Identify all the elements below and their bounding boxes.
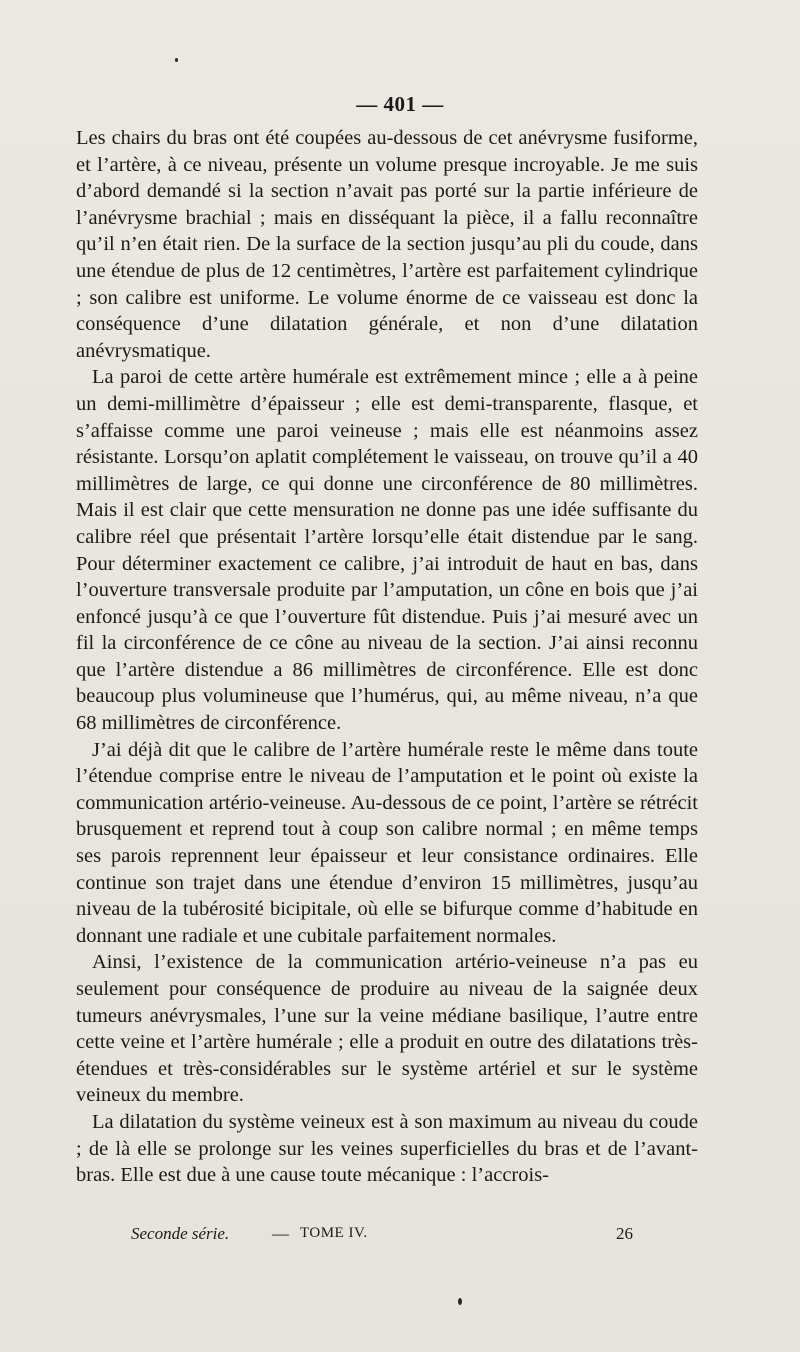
footer-series: Seconde série. bbox=[131, 1224, 230, 1243]
ink-speck bbox=[175, 58, 178, 62]
page-number: — 401 — bbox=[356, 92, 444, 116]
body-text bbox=[76, 125, 698, 1189]
paragraph-1: Les chairs du bras ont été coupées au-dessous de cet anévrysme fusiforme, et l’artère, à ce niveau, présente un volume presque incroyable. Je me suis d’abord demandé si la section n’avait pas porté sur la partie inférieure de l’anévrysme brachial ; mais en disséquant la pièce, il a fallu reconnaître qu’il n’en était rien. De la surface de la section jusqu’au pli du coude, dans une étendue de plus de 12 centimètres, l’artère est parfaitement cylindrique ; son calibre est uniforme. Le volume énorme de ce vaisseau est donc la conséquence d’une dilatation générale, et non d’une dilatation anévrysmatique. bbox=[76, 127, 698, 362]
page-footer bbox=[0, 1224, 800, 1252]
footer-sheet-number: 26 bbox=[616, 1224, 633, 1243]
ink-speck bbox=[458, 1298, 462, 1305]
paragraph-3: J’ai déjà dit que le calibre de l’artère humérale reste le même dans toute l’étendue comprise entre le niveau de l’amputation et le point où existe la communication artério-veineuse. Au-dessous de ce point, l’artère se rétrécit brusquement et reprend tout à coup son calibre normal ; en même temps ses parois reprennent leur épaisseur et leur consistance ordinaires. Elle continue son trajet dans une étendue d’environ 15 millimètres, jusqu’au niveau de la tubérosité bicipitale, où elle se bifurque comme d’habitude en donnant une radiale et une cubitale parfaitement normales. bbox=[76, 738, 698, 947]
paragraph-4: Ainsi, l’existence de la communication artério-veineuse n’a pas eu seulement pour conséquence de produire au niveau de la saignée deux tumeurs anévrysmales, l’une sur la veine médiane basilique, l’autre entre cette veine et l’artère humérale ; elle a produit en outre des dilatations très-étendues et très-considérables sur le système artériel et sur le système veineux du membre. bbox=[76, 951, 698, 1107]
paragraph-2: La paroi de cette artère humérale est extrêmement mince ; elle a à peine un demi-millimètre d’épaisseur ; elle est demi-transparente, flasque, et s’affaisse comme une paroi veineuse ; mais elle est néanmoins assez résistante. Lorsqu’on aplatit complétement le vaisseau, on trouve qu’il a 40 millimètres de large, ce qui donne une circonférence de 80 millimètres. Mais il est clair que cette mensuration ne donne pas une idée suffisante du calibre réel que présentait l’artère lorsqu’elle était distendue par le sang. Pour déterminer exactement ce calibre, j’ai introduit de haut en bas, dans l’ouverture transversale produite par l’amputation, un cône en bois que j’ai enfoncé jusqu’à ce que l’ouverture fût distendue. Puis j’ai mesuré avec un fil la circonférence de ce cône au niveau de la section. J’ai ainsi reconnu que l’artère distendue a 86 millimètres de circonférence. Elle est donc beaucoup plus volumineuse que l’humérus, qui, au même niveau, n’a que 68 millimètres de circonférence. bbox=[76, 366, 698, 735]
footer-tome: TOME IV. bbox=[300, 1225, 368, 1241]
paragraph-5: La dilatation du système veineux est à son maximum au niveau du coude ; de là elle se prolonge sur les veines superficielles du bras et de l’avant-bras. Elle est due à une cause toute mécanique : l’accrois- bbox=[76, 1110, 698, 1187]
footer-dash: — bbox=[272, 1224, 289, 1243]
